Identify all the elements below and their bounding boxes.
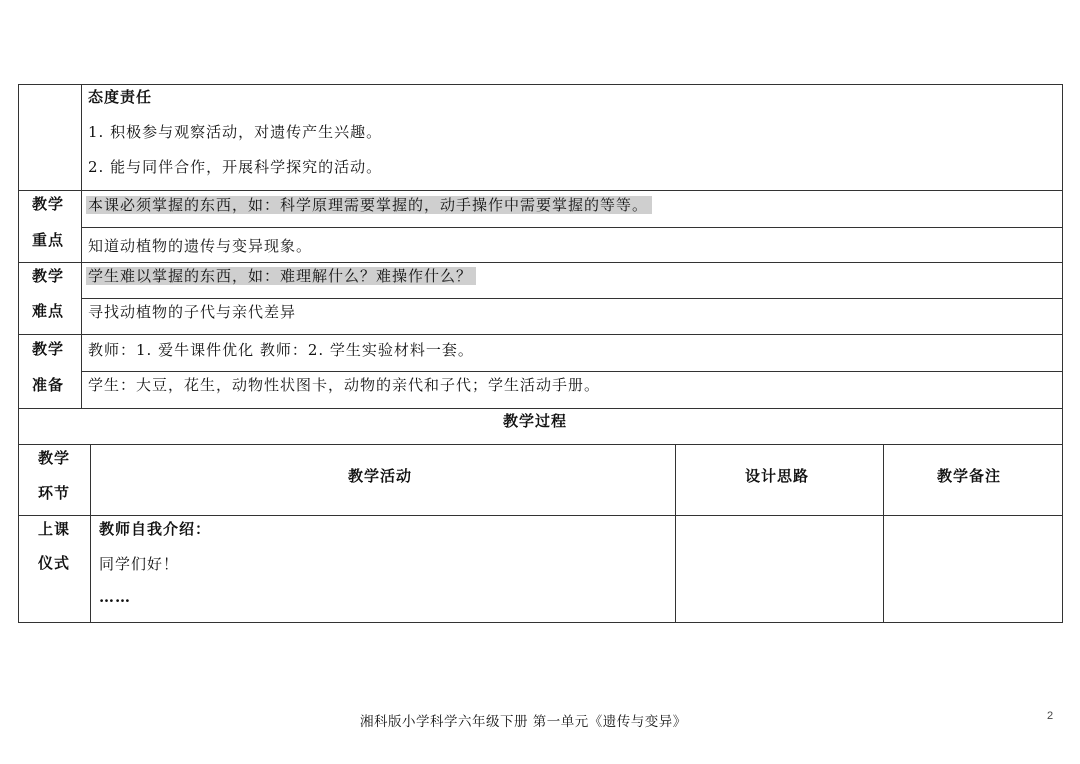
design-column-divider <box>675 444 676 623</box>
preparation-label: 教学 <box>32 340 65 358</box>
stage-column-header: 教学 <box>38 449 71 467</box>
highlighted-hint: 学生难以掌握的东西，如：难理解什么？难操作什么？ <box>86 267 476 285</box>
row-divider <box>18 334 1063 335</box>
stage-cell: 仪式 <box>38 554 71 572</box>
attitude-item: 1. 积极参与观察活动，对遗传产生兴趣。 <box>88 123 383 141</box>
row-divider <box>18 408 1063 409</box>
key-points-hint <box>86 195 652 215</box>
stage-cell: 上课 <box>38 520 71 538</box>
preparation-teacher: 教师：1. 爱牛课件优化 教师：2. 学生实验材料一套。 <box>88 341 474 359</box>
row-divider <box>81 371 1063 372</box>
row-divider <box>18 262 1063 263</box>
key-points-label: 教学 <box>32 195 65 213</box>
row-divider <box>18 190 1063 191</box>
page-footer: 湘科版小学科学六年级下册 第一单元《遗传与变异》 <box>360 714 687 730</box>
key-points-label: 重点 <box>32 231 65 249</box>
notes-column-divider <box>883 444 884 623</box>
difficult-points-content: 寻找动植物的子代与亲代差异 <box>88 303 297 321</box>
process-title: 教学过程 <box>503 412 568 430</box>
highlighted-hint: 本课必须掌握的东西，如：科学原理需要掌握的，动手操作中需要掌握的等等。 <box>86 196 652 214</box>
difficult-points-label: 教学 <box>32 267 65 285</box>
activity-column-header: 教学活动 <box>348 467 413 485</box>
row-divider <box>81 227 1063 228</box>
attitude-item: 2. 能与同伴合作，开展科学探究的活动。 <box>88 158 383 176</box>
design-column-header: 设计思路 <box>745 467 810 485</box>
preparation-label: 准备 <box>32 376 65 394</box>
activity-ellipsis: …… <box>99 588 131 606</box>
activity-heading: 教师自我介绍： <box>99 520 212 538</box>
row-divider <box>18 515 1063 516</box>
preparation-student: 学生：大豆，花生，动物性状图卡，动物的亲代和子代；学生活动手册。 <box>88 376 601 394</box>
row-divider <box>81 298 1063 299</box>
difficult-points-hint <box>86 266 476 286</box>
key-points-content: 知道动植物的遗传与变异现象。 <box>88 237 313 255</box>
stage-column-header: 环节 <box>38 484 71 502</box>
stage-column-divider <box>90 444 91 623</box>
attitude-heading: 态度责任 <box>88 88 153 106</box>
row-divider <box>18 444 1063 445</box>
page-number: 2 <box>1047 710 1054 722</box>
difficult-points-label: 难点 <box>32 302 65 320</box>
label-column-divider <box>81 84 82 409</box>
notes-column-header: 教学备注 <box>937 467 1002 485</box>
activity-line: 同学们好！ <box>99 555 180 573</box>
